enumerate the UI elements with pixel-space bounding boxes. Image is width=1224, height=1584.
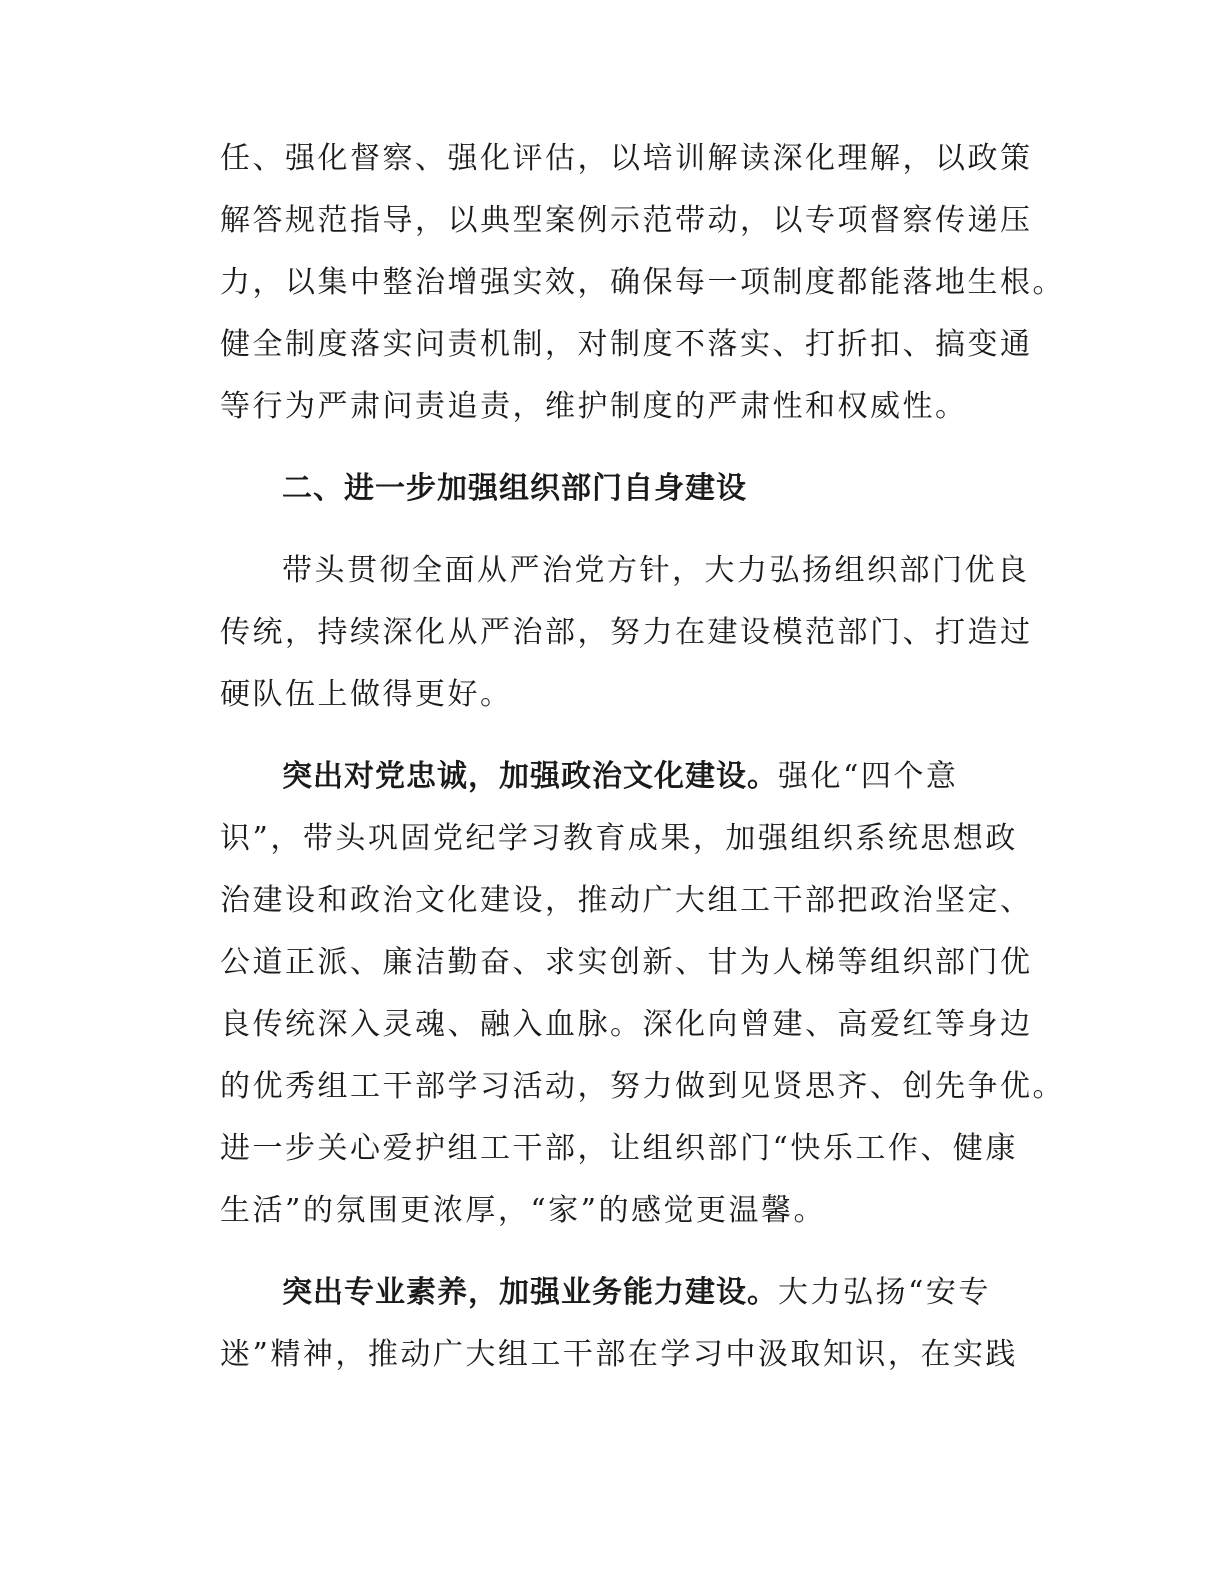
paragraph-lead-rest: 大力弘扬“安专: [778, 1275, 991, 1310]
text-line: 迷”精神，推动广大组工干部在学习中汲取知识，在实践: [220, 1337, 1018, 1372]
text-line: 良传统深入灵魂、融入血脉。深化向曾建、高爱红等身边: [220, 1007, 1033, 1042]
paragraph-gap: [220, 520, 1020, 540]
text-line: 健全制度落实问责机制，对制度不落实、打折扣、搞变通: [220, 327, 1033, 362]
text-line: 治建设和政治文化建设，推动广大组工干部把政治坚定、: [220, 883, 1033, 918]
paragraph-gap: [220, 438, 1020, 458]
paragraph-lead-bold: 突出对党忠诚，加强政治文化建设。: [282, 759, 778, 794]
text-line: 的优秀组工干部学习活动，努力做到见贤思齐、创先争优。: [220, 1069, 1065, 1104]
paragraph-gap: [220, 726, 1020, 746]
paragraph-2: [220, 540, 1033, 726]
text-line: 等行为严肃问责追责，维护制度的严肃性和权威性。: [220, 389, 968, 424]
text-line: 硬队伍上做得更好。: [220, 677, 513, 712]
paragraph-1: [220, 128, 1065, 438]
text-line: 生活”的氛围更浓厚，“家”的感觉更温馨。: [220, 1193, 827, 1228]
paragraph-4: [220, 1262, 1020, 1386]
text-line: 识”，带头巩固党纪学习教育成果，加强组织系统思想政: [220, 821, 1018, 856]
text-line: [220, 746, 1020, 808]
text-line: 带头贯彻全面从严治党方针，大力弘扬组织部门优良: [282, 553, 1030, 588]
paragraph-gap: [220, 1242, 1020, 1262]
paragraph-lead-bold: 突出专业素养，加强业务能力建设。: [282, 1275, 778, 1310]
text-line: [220, 1262, 1020, 1324]
paragraph-3: [220, 746, 1065, 1242]
document-page: [220, 128, 1065, 1386]
text-line: 进一步关心爱护组工干部，让组织部门“快乐工作、健康: [220, 1131, 1018, 1166]
text-line: 解答规范指导，以典型案例示范带动，以专项督察传递压: [220, 203, 1033, 238]
text-line: 公道正派、廉洁勤奋、求实创新、甘为人梯等组织部门优: [220, 945, 1033, 980]
section-heading: 二、进一步加强组织部门自身建设: [282, 471, 747, 506]
text-line: 力，以集中整治增强实效，确保每一项制度都能落地生根。: [220, 265, 1065, 300]
text-line: 任、强化督察、强化评估，以培训解读深化理解，以政策: [220, 141, 1033, 176]
text-line: 传统，持续深化从严治部，努力在建设模范部门、打造过: [220, 615, 1033, 650]
paragraph-lead-rest: 强化“四个意: [778, 759, 959, 794]
